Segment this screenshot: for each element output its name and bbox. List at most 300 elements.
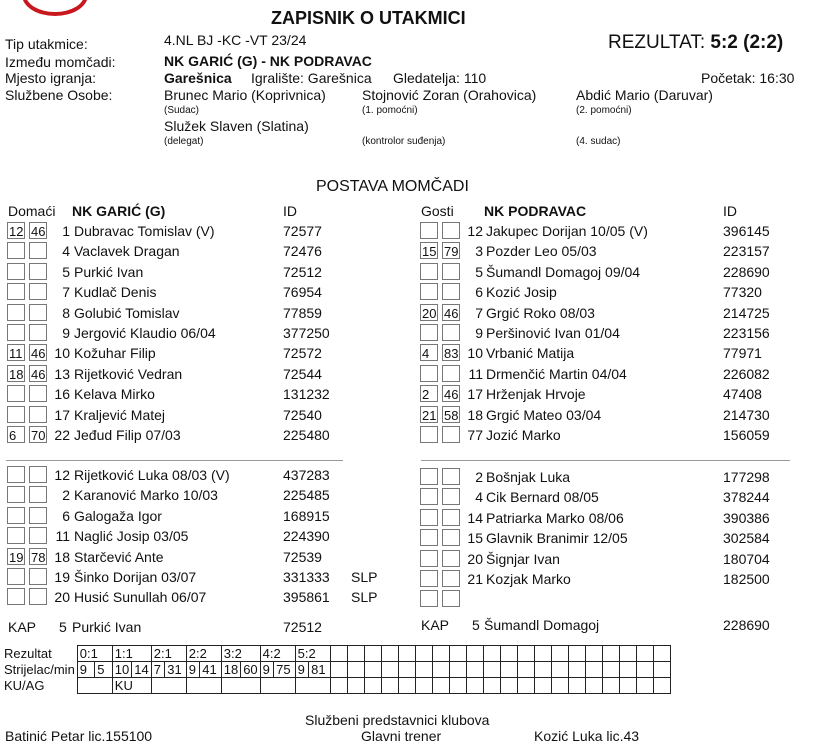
player-id: 302584	[723, 530, 770, 547]
value-match-type: 4.NL BJ -KC -VT 23/24	[164, 32, 307, 48]
empty-cell	[398, 678, 415, 694]
official-assistant-1: Stojnović Zoran (Orahovica)	[362, 87, 537, 103]
substitution-minute-box	[442, 263, 460, 280]
substitution-minute-box	[29, 527, 47, 544]
kuag-cell	[186, 678, 221, 694]
substitution-box: 2	[420, 385, 438, 402]
substitution-box: 21	[422, 407, 437, 423]
away-id-header: ID	[723, 203, 737, 219]
value-teams: NK GARIĆ (G) - NK PODRAVAC	[164, 53, 372, 69]
substitution-box: 15	[422, 244, 437, 260]
substitution-minute-box	[29, 406, 47, 423]
player-name: Grgić Roko 08/03	[486, 304, 595, 321]
player-id: 331333	[283, 569, 330, 585]
player-number: 11	[468, 365, 483, 382]
empty-cell	[466, 678, 483, 694]
empty-cell	[551, 662, 568, 678]
empty-cell	[602, 662, 619, 678]
player-name: Kudlač Denis	[74, 284, 157, 301]
substitution-box	[420, 365, 438, 382]
player-id: 224390	[283, 528, 330, 545]
player-name: Bošnjak Luka	[486, 469, 571, 485]
player-id: 72577	[283, 223, 322, 239]
player-id: 214730	[723, 406, 770, 423]
player-number: 20	[54, 589, 70, 606]
player-number: 15	[467, 530, 483, 547]
substitution-minute-box: 83	[444, 346, 459, 362]
empty-cell	[534, 646, 551, 662]
empty-cell	[449, 678, 466, 694]
score-cell: 0:1	[77, 646, 112, 662]
player-number: 22	[54, 427, 70, 443]
scorer-minute: 60	[241, 662, 260, 678]
empty-cell	[619, 678, 636, 694]
substitution-minute-box	[442, 324, 460, 341]
kuag-cell	[77, 678, 112, 694]
official-referee: Brunec Mario (Koprivnica)	[164, 87, 326, 103]
substitution-box	[420, 263, 438, 280]
substitution-minute-box	[442, 426, 460, 443]
empty-cell	[449, 662, 466, 678]
substitution-minute-box: 79	[444, 244, 459, 260]
player-id: 223156	[723, 325, 770, 341]
empty-cell	[585, 646, 602, 662]
empty-cell	[347, 678, 364, 694]
label-teams: Između momčadi:	[5, 54, 116, 70]
player-id: 396145	[723, 223, 770, 239]
player-name: Galogaža Igor	[74, 507, 162, 524]
player-number: 6	[62, 507, 70, 524]
player-id: 377250	[283, 325, 330, 341]
player-name: Kozjak Marko	[486, 571, 571, 587]
kuag-cell	[221, 678, 260, 694]
player-id: 182500	[723, 571, 770, 587]
club-logo	[22, 0, 88, 16]
empty-cell	[636, 678, 653, 694]
empty-cell	[653, 646, 670, 662]
substitution-minute-box	[442, 590, 460, 607]
substitution-box: 18	[9, 366, 24, 382]
player-number: 8	[62, 304, 70, 321]
player-name: Jakupec Dorijan 10/05 (V)	[486, 223, 648, 239]
substitution-box	[7, 466, 25, 483]
reps-title: Službeni predstavnici klubova	[305, 712, 490, 728]
kuag-cell: KU	[112, 678, 151, 694]
empty-cell	[432, 662, 449, 678]
player-number: 14	[467, 509, 483, 526]
player-number: 12	[467, 223, 483, 239]
player-name: Jeđud Filip 07/03	[74, 427, 181, 443]
substitution-minute-box	[29, 242, 47, 259]
substitution-box	[420, 550, 438, 567]
scorer-minute: 31	[165, 662, 187, 678]
substitution-minute-box: 46	[444, 305, 459, 321]
empty-cell	[568, 646, 585, 662]
home-id-header: ID	[283, 203, 297, 219]
substitution-box	[420, 222, 438, 239]
player-id: 214725	[723, 304, 770, 321]
substitution-minute-box	[29, 283, 47, 300]
player-name: Glavnik Branimir 12/05	[486, 530, 628, 547]
substitution-box	[7, 527, 25, 544]
value-place: Garešnica	[164, 70, 232, 86]
scorer-minute: 5	[95, 662, 113, 678]
substitution-minute-box	[29, 263, 47, 280]
empty-cell	[415, 678, 432, 694]
substitution-minute-box: 46	[31, 224, 46, 239]
official-delegate-role: (delegat)	[164, 136, 204, 147]
scorer-number: 9	[295, 662, 309, 678]
player-number: 3	[475, 243, 483, 260]
substitution-box	[7, 588, 25, 605]
player-name: Hrženjak Hrvoje	[486, 386, 586, 403]
substitution-box: 12	[9, 224, 24, 239]
empty-cell	[483, 646, 500, 662]
substitution-box	[7, 507, 25, 524]
player-number: 5	[475, 263, 483, 280]
player-number: 7	[62, 284, 70, 301]
player-note: SLP	[351, 569, 378, 585]
substitution-box	[420, 468, 438, 485]
player-id: 378244	[723, 489, 770, 506]
label-place: Mjesto igranja:	[5, 70, 97, 86]
empty-cell	[483, 662, 500, 678]
empty-cell	[568, 678, 585, 694]
scorer-number: 18	[221, 662, 240, 678]
row-label-kuag: KU/AG	[4, 678, 45, 693]
player-number: 16	[54, 386, 70, 403]
substitution-minute-box: 46	[444, 387, 459, 403]
player-number: 1	[62, 223, 70, 239]
away-kap-label: KAP	[421, 617, 450, 633]
empty-cell	[364, 646, 381, 662]
scorer-number: 9	[77, 662, 95, 678]
empty-cell	[602, 678, 619, 694]
player-number: 2	[475, 469, 483, 485]
player-number: 17	[54, 406, 70, 423]
player-name: Vaclavek Dragan	[74, 243, 180, 260]
substitution-minute-box	[29, 304, 47, 321]
player-name: Kelava Mirko	[74, 386, 155, 403]
player-id: 72572	[283, 345, 322, 362]
substitution-box: 19	[9, 549, 24, 565]
player-name: Karanović Marko 10/03	[74, 487, 218, 504]
empty-cell	[398, 646, 415, 662]
away-rep: Kozić Luka lic.43	[534, 728, 640, 744]
row-label-result: Rezultat	[4, 646, 52, 661]
player-id: 168915	[283, 507, 330, 524]
substitution-minute-box	[442, 509, 460, 526]
away-side-label: Gosti	[421, 203, 454, 219]
empty-cell	[432, 678, 449, 694]
substitution-minute-box	[442, 570, 460, 587]
away-kap-id: 228690	[723, 617, 770, 633]
player-name: Purkić Ivan	[74, 263, 144, 280]
player-number: 6	[475, 284, 483, 301]
substitution-box	[420, 529, 438, 546]
substitution-box	[420, 590, 438, 607]
empty-cell	[330, 646, 347, 662]
official-fourth-role: (4. sudac)	[576, 136, 621, 147]
player-id: 76954	[283, 284, 322, 301]
player-number: 2	[62, 487, 70, 504]
empty-cell	[398, 662, 415, 678]
player-name: Husić Sunullah 06/07	[74, 589, 207, 606]
player-name: Kozić Josip	[486, 284, 557, 301]
substitution-minute-box: 46	[31, 366, 46, 382]
empty-cell	[551, 678, 568, 694]
player-name: Drmenčić Martin 04/04	[486, 365, 627, 382]
substitution-minute-box	[442, 365, 460, 382]
substitution-box	[7, 263, 25, 280]
empty-cell	[415, 646, 432, 662]
empty-cell	[500, 646, 517, 662]
label-match-type: Tip utakmice:	[5, 36, 88, 52]
player-name: Patriarka Marko 08/06	[486, 509, 624, 526]
substitution-box	[420, 283, 438, 300]
player-name: Golubić Tomislav	[74, 304, 180, 321]
player-id: 77859	[283, 304, 322, 321]
empty-cell	[534, 678, 551, 694]
score-cell: 2:1	[151, 646, 186, 662]
player-name: Jergović Klaudio 06/04	[74, 325, 216, 341]
empty-cell	[636, 646, 653, 662]
substitution-box	[420, 488, 438, 505]
substitution-box	[7, 304, 25, 321]
substitution-box	[7, 283, 25, 300]
away-team-name: NK PODRAVAC	[484, 203, 587, 219]
substitution-box: 20	[422, 305, 437, 321]
empty-cell	[653, 662, 670, 678]
substitution-box: 4	[420, 344, 438, 361]
home-kap-name: Purkić Ivan	[72, 619, 142, 635]
official-controller-role: (kontrolor suđenja)	[362, 136, 446, 147]
score-cell: 2:2	[186, 646, 221, 662]
substitution-box	[420, 570, 438, 587]
substitution-minute-box	[29, 588, 47, 605]
player-id: 177298	[723, 469, 770, 485]
empty-cell	[500, 678, 517, 694]
away-kap-name: Šumandl Domagoj	[484, 617, 600, 633]
home-kap-id: 72512	[283, 619, 322, 635]
head-coach-label: Glavni trener	[361, 728, 442, 744]
home-side-label: Domaći	[8, 203, 56, 219]
player-number: 4	[62, 243, 70, 260]
player-number: 7	[475, 304, 483, 321]
player-name: Grgić Mateo 03/04	[486, 406, 602, 423]
empty-cell	[619, 646, 636, 662]
player-name: Dubravac Tomislav (V)	[74, 223, 215, 239]
empty-cell	[466, 646, 483, 662]
player-name: Kraljević Matej	[74, 406, 166, 423]
substitution-box	[420, 509, 438, 526]
substitution-minute-box	[442, 468, 460, 485]
player-number: 9	[475, 325, 483, 341]
player-id: 390386	[723, 509, 770, 526]
empty-cell	[585, 662, 602, 678]
official-delegate: Služek Slaven (Slatina)	[164, 118, 309, 134]
substitution-box	[7, 406, 25, 423]
empty-cell	[347, 646, 364, 662]
substitution-box	[7, 324, 25, 341]
player-id: 437283	[283, 467, 330, 483]
official-assistant-2: Abdić Mario (Daruvar)	[576, 87, 713, 103]
player-number: 10	[54, 345, 70, 362]
player-number: 13	[54, 365, 70, 382]
player-note: SLP	[351, 589, 378, 606]
empty-cell	[381, 662, 398, 678]
player-id: 77971	[723, 345, 762, 362]
scorer-number: 10	[112, 662, 131, 678]
substitution-box	[7, 242, 25, 259]
player-name: Šignjar Ivan	[486, 550, 560, 567]
player-id: 72540	[283, 406, 322, 423]
substitution-box: 6	[7, 426, 25, 443]
player-id: 180704	[723, 550, 770, 567]
empty-cell	[381, 678, 398, 694]
player-number: 12	[54, 467, 70, 483]
player-name: Kožuhar Filip	[74, 345, 156, 362]
player-name: Šinko Dorijan 03/07	[74, 569, 197, 585]
kuag-cell	[260, 678, 295, 694]
empty-cell	[415, 662, 432, 678]
empty-cell	[517, 646, 534, 662]
player-number: 5	[62, 263, 70, 280]
lineup-title: POSTAVA MOMČADI	[316, 178, 469, 195]
empty-cell	[364, 678, 381, 694]
start-time: Početak: 16:30	[701, 70, 795, 86]
player-id: 72539	[283, 548, 322, 565]
player-id: 223157	[723, 243, 770, 260]
label-officials: Službene Osobe:	[5, 87, 113, 103]
scorer-number: 7	[151, 662, 165, 678]
substitution-minute-box	[29, 507, 47, 524]
player-name: Cik Bernard 08/05	[486, 489, 599, 506]
substitution-box	[420, 324, 438, 341]
player-name: Naglić Josip 03/05	[74, 528, 189, 545]
row-label-scorer: Strijelac/min	[4, 662, 75, 677]
player-id: 131232	[283, 386, 330, 403]
substitution-minute-box	[442, 529, 460, 546]
empty-cell	[364, 662, 381, 678]
substitution-minute-box	[442, 550, 460, 567]
score-cell: 1:1	[112, 646, 151, 662]
substitution-box	[7, 486, 25, 503]
player-id: 228690	[723, 263, 770, 280]
player-id: 77320	[723, 284, 762, 301]
player-number: 9	[62, 325, 70, 341]
player-name: Šumandl Domagoj 09/04	[486, 263, 641, 280]
substitution-minute-box: 78	[31, 549, 46, 565]
result-label: REZULTAT:	[608, 32, 706, 53]
empty-cell	[517, 678, 534, 694]
player-number: 21	[467, 571, 483, 587]
substitution-minute-box	[442, 283, 460, 300]
scorer-minute: 81	[309, 662, 331, 678]
scorer-minute: 41	[200, 662, 222, 678]
substitution-minute-box	[29, 324, 47, 341]
player-id: 395861	[283, 589, 330, 606]
player-name: Peršinović Ivan 01/04	[486, 325, 620, 341]
player-id: 226082	[723, 365, 770, 382]
scorer-number: 9	[260, 662, 274, 678]
score-cell: 4:2	[260, 646, 295, 662]
player-number: 17	[467, 386, 483, 403]
player-id: 47408	[723, 386, 762, 403]
empty-cell	[432, 646, 449, 662]
substitution-minute-box	[29, 466, 47, 483]
home-divider	[6, 460, 343, 461]
score-cell: 5:2	[295, 646, 330, 662]
kuag-cell	[295, 678, 330, 694]
empty-cell	[483, 678, 500, 694]
player-name: Vrbanić Matija	[486, 345, 575, 362]
substitution-minute-box: 46	[31, 346, 46, 362]
substitution-minute-box	[442, 488, 460, 505]
player-number: 18	[54, 548, 70, 565]
empty-cell	[517, 662, 534, 678]
empty-cell	[500, 662, 517, 678]
kuag-cell	[151, 678, 186, 694]
empty-cell	[636, 662, 653, 678]
official-assistant-1-role: (1. pomoćni)	[362, 105, 418, 116]
player-number: 77	[467, 427, 483, 443]
substitution-minute-box	[29, 486, 47, 503]
player-number: 4	[475, 489, 483, 506]
home-team-name: NK GARIĆ (G)	[72, 203, 166, 219]
substitution-minute-box: 58	[444, 407, 459, 423]
empty-cell	[653, 678, 670, 694]
away-divider	[421, 460, 790, 461]
result	[608, 32, 783, 54]
player-name: Pozder Leo 05/03	[486, 243, 597, 260]
player-id: 225485	[283, 487, 330, 504]
substitution-minute-box	[29, 385, 47, 402]
scorer-number: 9	[186, 662, 200, 678]
empty-cell	[534, 662, 551, 678]
player-number: 19	[54, 569, 70, 585]
player-name: Rijetković Luka 08/03 (V)	[74, 467, 230, 483]
venue: Igralište: Garešnica	[251, 70, 372, 86]
player-name: Starčević Ante	[74, 548, 164, 565]
empty-cell	[466, 662, 483, 678]
empty-cell	[330, 662, 347, 678]
player-id: 72512	[283, 263, 322, 280]
spectators: Gledatelja: 110	[393, 70, 487, 86]
page-title: ZAPISNIK O UTAKMICI	[271, 8, 466, 28]
substitution-box	[420, 426, 438, 443]
player-id: 72544	[283, 365, 322, 382]
substitution-box	[7, 385, 25, 402]
substitution-box	[7, 568, 25, 585]
home-kap-num: 5	[59, 619, 67, 635]
substitution-minute-box	[442, 222, 460, 239]
player-number: 10	[467, 345, 483, 362]
substitution-minute-box	[29, 568, 47, 585]
empty-cell	[381, 646, 398, 662]
empty-cell	[568, 662, 585, 678]
player-number: 18	[467, 406, 483, 423]
empty-cell	[619, 662, 636, 678]
home-kap-label: KAP	[8, 619, 37, 635]
official-referee-role: (Sudac)	[164, 105, 200, 116]
player-id: 72476	[283, 243, 322, 260]
result-value: 5:2 (2:2)	[710, 32, 784, 53]
player-id: 225480	[283, 427, 330, 443]
empty-cell	[551, 646, 568, 662]
empty-cell	[602, 646, 619, 662]
score-table	[4, 645, 671, 694]
